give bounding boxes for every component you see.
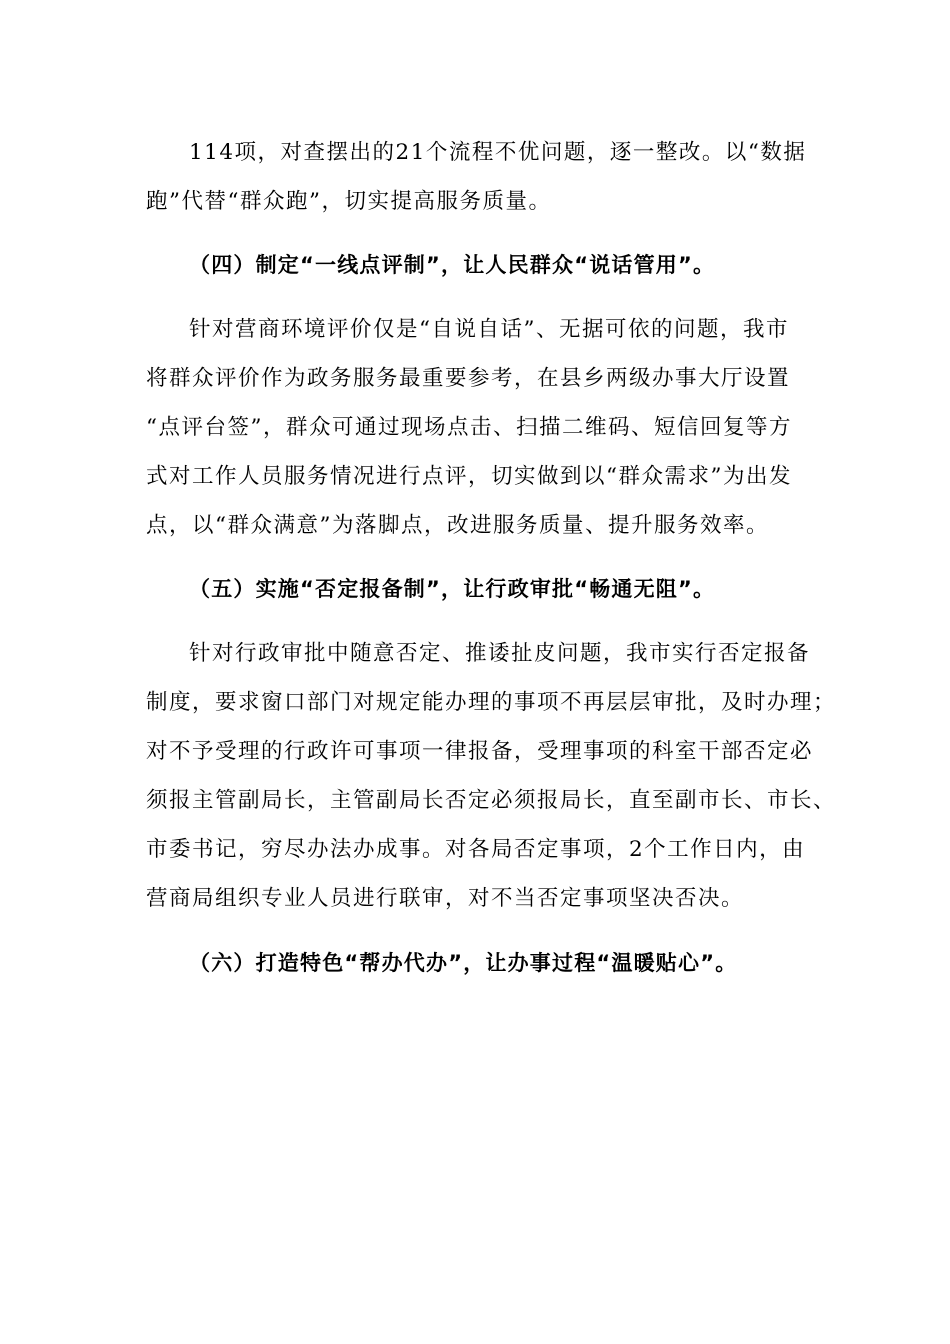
text-line: 114项，对查摆出的21个流程不优问题，逐一整改。以“数据	[189, 140, 807, 165]
text-line: 式对工作人员服务情况进行点评，切实做到以“群众需求”为出发	[146, 464, 792, 489]
text-line: 将群众评价作为政务服务最重要参考，在县乡两级办事大厅设置	[146, 366, 791, 391]
paragraph-approval	[146, 629, 837, 923]
text-line: 市委书记，穷尽办法办成事。对各局否定事项，2个工作日内，由	[146, 837, 806, 862]
text-line: 对不予受理的行政许可事项一律报备，受理事项的科室干部否定必	[146, 739, 814, 764]
text-line: 制度，要求窗口部门对规定能办理的事项不再层层审批，及时办理；	[146, 690, 837, 715]
paragraph-evaluation	[146, 305, 818, 550]
text-line: 针对行政审批中随意否定、推诿扯皮问题，我市实行否定报备	[189, 641, 811, 666]
section-heading-6: （六）打造特色“帮办代办”，让办事过程“温暖贴心”。	[189, 951, 738, 975]
text-line: 营商局组织专业人员进行联审，对不当否定事项坚决否决。	[146, 886, 745, 911]
section-heading-4: （四）制定“一线点评制”，让人民群众“说话管用”。	[189, 253, 716, 277]
text-line: 跑”代替“群众跑”，切实提高服务质量。	[146, 189, 552, 214]
section-heading-5: （五）实施“否定报备制”，让行政审批“畅通无阻”。	[189, 577, 716, 601]
text-line: 针对营商环境评价仅是“自说自话”、无据可依的问题，我市	[189, 317, 789, 342]
text-line: “点评台签”，群众可通过现场点击、扫描二维码、短信回复等方	[146, 415, 792, 440]
paragraph-service-quality	[146, 128, 818, 226]
text-line: 点，以“群众满意”为落脚点，改进服务质量、提升服务效率。	[146, 513, 769, 538]
text-line: 须报主管副局长，主管副局长否定必须报局长，直至副市长、市长、	[146, 788, 837, 813]
